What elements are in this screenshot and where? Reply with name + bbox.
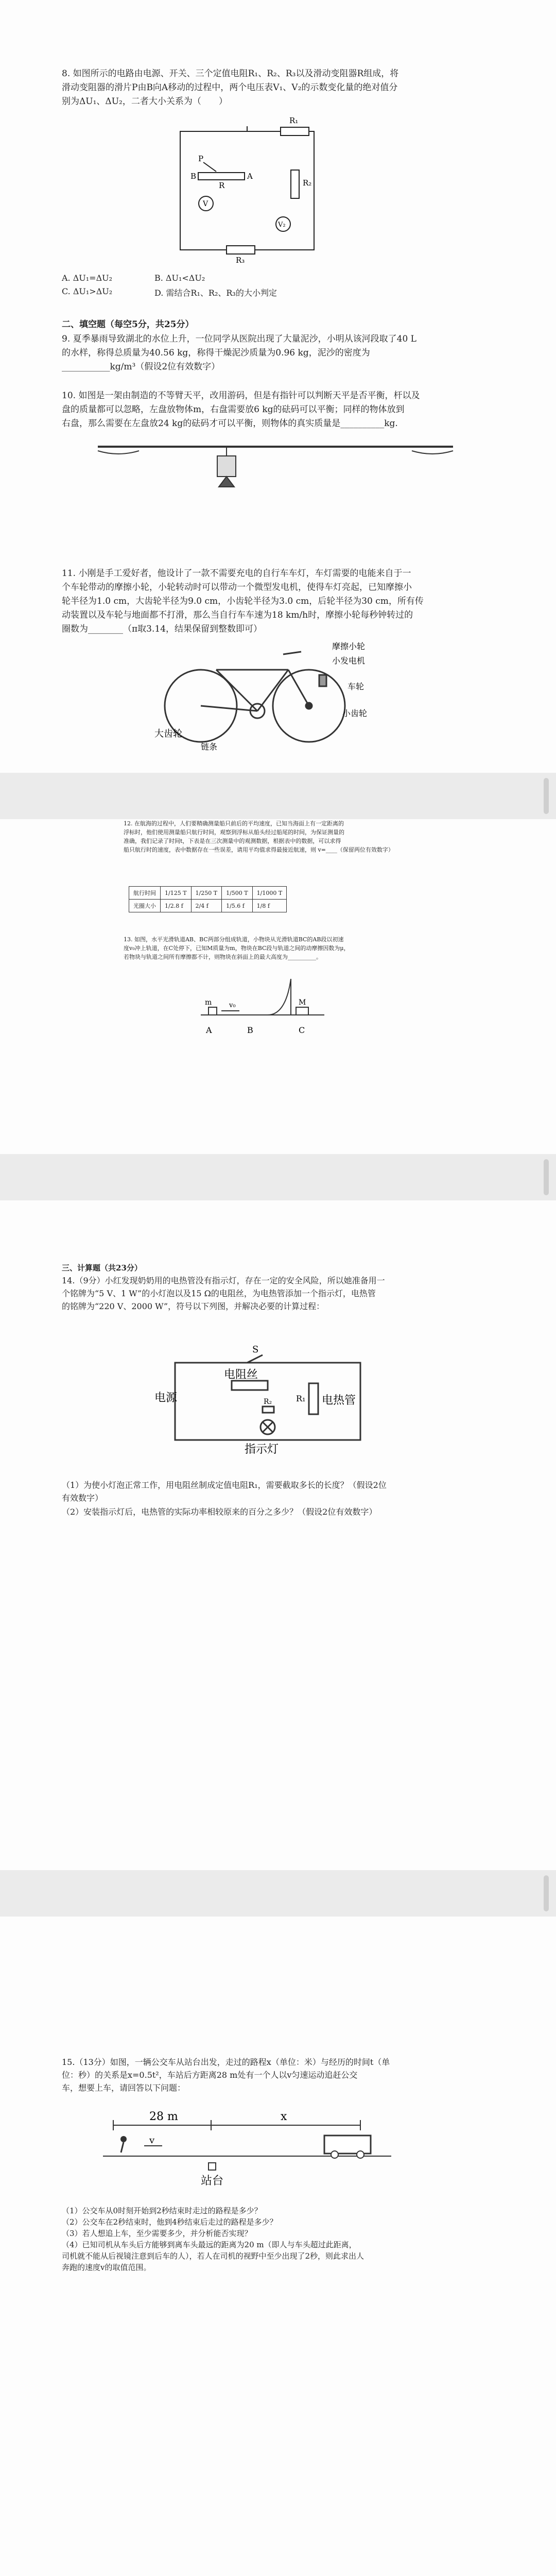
- bicycle-diagram: [154, 639, 371, 757]
- table-row: [129, 900, 287, 912]
- question-14-part-2: （2）安装指示灯后，电热管的实际功率相较原来的百分之多少？（假设2位有效数字）: [62, 1507, 377, 1517]
- label-small-gear: 小齿轮: [342, 708, 368, 718]
- question-15: 15.（13分）如图，一辆公交车从站台出发，走过的路程x（单位：米）与经历的时间t（单 位：秒）的关系是x=0.5t²，车站后方距离28 m处有一个人以v匀速运动追赶公交 车，想要上车，请回答以下问题：: [62, 2057, 390, 2093]
- table-cell: 2/4 f: [191, 900, 222, 912]
- scrollbar-3[interactable]: [544, 1875, 549, 1911]
- label-wire: 电阻丝: [224, 1368, 258, 1381]
- label-c: C: [299, 1025, 305, 1035]
- label-r1: R₁: [296, 1394, 306, 1403]
- label-v: v: [149, 2135, 155, 2146]
- table-cell: 1/125 T: [161, 887, 192, 900]
- circuit-diagram-q8: [170, 116, 324, 265]
- section-2-heading: 二、填空题（每空5分，共25分）: [62, 319, 194, 330]
- question-10: 10. 如图是一架由制造的不等臂天平，改用游码，但是有指针可以判断天平是否平衡，杆以及 盘的质量都可以忽略，左盘放物体m，右盘需要放6 kg的砝码可以平衡；同样的物体放到 右盘，那么需要在左盘放24 kg的砝码才可以平衡，则物体的真实质量是__________kg.: [62, 391, 420, 429]
- label-r2: R₂: [303, 178, 312, 188]
- scrollbar-2[interactable]: [544, 1159, 549, 1195]
- option-d: D. 需结合R₁、R₂、R₃的大小判定: [154, 288, 277, 298]
- label-distance: 28 m: [149, 2110, 178, 2123]
- label-r: R: [219, 181, 225, 190]
- label-generator: 小发电机: [332, 656, 366, 666]
- question-15-part-1: （1）公交车从0时刻开始到2秒结束时走过的路程是多少？: [62, 2206, 262, 2215]
- label-chain: 链条: [201, 742, 218, 752]
- label-a: A: [206, 1025, 212, 1035]
- page-4: [0, 1917, 556, 2576]
- label-heater: 电热管: [322, 1394, 356, 1407]
- table-cell: 光圈大小: [129, 900, 161, 912]
- table-cell: 1/500 T: [222, 887, 253, 900]
- question-14: 14.（9分）小红发现奶奶用的电热管没有指示灯，存在一定的安全风险，所以她准备用一 个铭牌为“5 V、1 W”的小灯泡以及15 Ω的电阻丝，为电热管添加一个指示灯，电热管 的铭牌为“220 V、2000 W”，符号以下列图，并解决必要的计算过程：: [62, 1276, 385, 1311]
- slope-diagram: [196, 963, 335, 1041]
- option-a: A. ΔU₁=ΔU₂: [62, 273, 113, 283]
- table-cell: 1/1000 T: [252, 887, 287, 900]
- question-15-part-2: （2）公交车在2秒结束时，他到4秒结束后走过的路程是多少？: [62, 2217, 277, 2227]
- page-3: [0, 1200, 556, 1870]
- label-x: x: [281, 2110, 287, 2123]
- question-12: 12. 在航海的过程中，人们要精确测量船只前后的平均速度，已知当海面上有一定距离的 浮标时，他们使用测量船只航行时间，观察到浮标从船头经过船尾的时间，为保证测量的 准确，我们记录了时间t，下表是在三次测量中的观测数据，根据表中的数据，可以求得 船只航行时的速度，表中数据存在一些误差，请用平均值求得最接近航速，则 v=____（保留两位有效数字）: [124, 820, 394, 853]
- option-b: B. ΔU₁<ΔU₂: [154, 273, 205, 283]
- question-9: 9. 夏季暴雨导致湖北的水位上升，一位同学从医院出现了大量泥沙，小明从该河段取了40 L 的水样，称得总质量为40.56 kg，称得干燥泥沙质量为0.96 kg，泥沙的密度为 ___________kg/m³（假设2位有效数字）: [62, 334, 416, 372]
- balance-diagram: [93, 435, 463, 492]
- table-cell: 1/250 T: [191, 887, 222, 900]
- label-p: P: [198, 154, 204, 163]
- page-gap-3: [0, 1870, 556, 1917]
- question-11: 11. 小刚是手工爱好者，他设计了一款不需要充电的自行车车灯，车灯需要的电能来自于一 个车轮带动的摩擦小轮，小轮转动时可以带动一个微型发电机，使得车灯亮起，已知摩擦小 轮半径为1.0 cm，大齿轮半径为9.0 cm，小齿轮半径为3.0 cm，后轮半径为30 cm，所有传 动装置以及车轮与地面都不打滑，那么当自行车车速为18 km/h时，摩擦小轮每秒钟转过的 圈数为________（π取3.14，结果保留到整数即可）: [62, 568, 424, 634]
- label-v0: v₀: [229, 1002, 236, 1009]
- page-gap-2: [0, 1154, 556, 1200]
- scrollbar-1[interactable]: [544, 778, 549, 814]
- question-15-part-3: （3）若人想追上车，至少需要多少，并分析能否实现？: [62, 2229, 252, 2238]
- section-3-heading: 三、计算题（共23分）: [62, 1263, 142, 1273]
- label-b: B: [247, 1025, 253, 1035]
- label-switch: S: [252, 1345, 259, 1355]
- label-friction-wheel: 摩擦小轮: [332, 641, 366, 651]
- question-15-part-4: （4）已知司机从车头后方能够到离车头最远的距离为20 m（即人与车头超过此距离， 司机就不能从后视镜注意到后车的人），若人在司机的视野中至少出现了2秒，则此求出人 奔跑的速度v的取值范围。: [62, 2240, 364, 2272]
- table-q12: [129, 886, 287, 912]
- table-cell: 航行时间: [129, 887, 161, 900]
- option-c: C. ΔU₁>ΔU₂: [62, 286, 113, 296]
- label-r1: R₁: [289, 116, 299, 125]
- label-m: m: [205, 998, 212, 1007]
- question-13: 13. 如图，水平光滑轨道AB、BC两部分组成轨道，小物块从光滑轨道BC的AB段以初速 度v₀冲上轨道，在C处停下，已知M质量为m，物块在BC段与轨道之间的动摩擦因数为μ， 若物块与轨道之间所有摩擦都不计，则物块在斜面上的最大高度为__________。: [124, 936, 350, 960]
- label-b: B: [190, 172, 197, 181]
- label-station: 站台: [201, 2175, 224, 2188]
- label-a: A: [247, 172, 253, 181]
- indicator-circuit-diagram: [154, 1345, 402, 1473]
- label-wheel: 车轮: [348, 682, 364, 691]
- table-cell: 1/2.8 f: [161, 900, 192, 912]
- label-lamp: 指示灯: [245, 1443, 279, 1456]
- voltmeter-v1: V: [203, 200, 208, 208]
- question-8: 8. 如图所示的电路由电源、开关、三个定值电阻R₁、R₂、R₃以及滑动变阻器R组成，将 滑动变阻器的滑片P由B向A移动的过程中，两个电压表V₁、V₂的示数变化量的绝对值分 别为ΔU₁、ΔU₂，二者大小关系为（ ）: [62, 69, 399, 107]
- label-source: 电源: [154, 1392, 178, 1404]
- table-row: [129, 887, 287, 900]
- label-r2: R₂: [264, 1398, 272, 1406]
- label-big-gear: 大齿轮: [154, 728, 182, 739]
- page-1: [0, 0, 556, 773]
- table-cell: 1/5.6 f: [222, 900, 253, 912]
- label-big-m: M: [299, 998, 306, 1007]
- bus-station-diagram: [103, 2107, 412, 2195]
- page-gap-1: [0, 773, 556, 819]
- label-r3: R₃: [236, 256, 245, 265]
- table-cell: 1/8 f: [252, 900, 287, 912]
- voltmeter-v2: V₂: [278, 221, 286, 229]
- question-14-part-1: （1）为使小灯泡正常工作，用电阻丝制成定值电阻R₁，需要截取多长的长度？（假设2位 有效数字）: [62, 1480, 387, 1503]
- page-2: [0, 819, 556, 1154]
